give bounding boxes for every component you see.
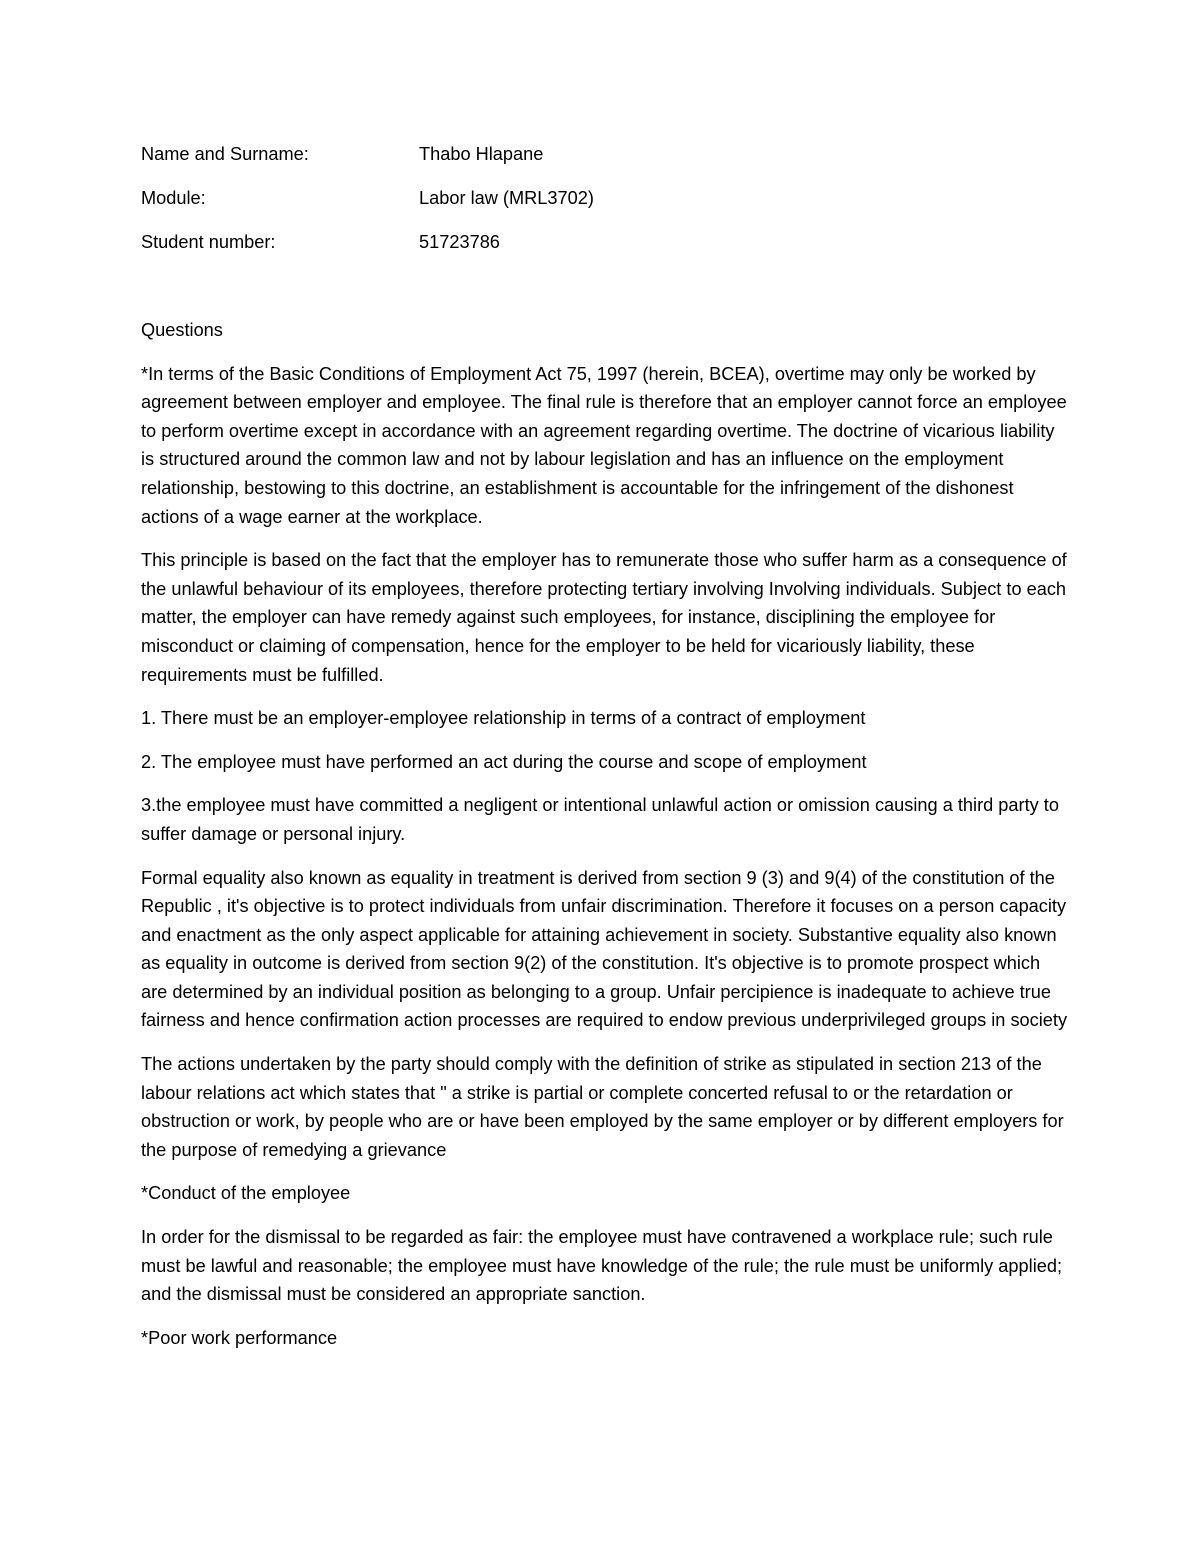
header-row-module [141, 184, 1071, 228]
list-item-requirement-2: 2. The employee must have performed an act during the course and scope of employment [141, 751, 867, 772]
list-item-requirement-3: 3.the employee must have committed a negligent or intentional unlawful action or omission causing a third party to suffer damage or personal injury. [141, 795, 1059, 844]
paragraph-fair-dismissal: In order for the dismissal to be regarded as fair: the employee must have contravened a workplace rule; such rule must be lawful and reasonable; the employee must have knowledge of the rule; the rule must be uniformly applied; and the dismissal must be considered an appropriate sanction. [141, 1227, 1063, 1305]
subheading-conduct-of-employee: *Conduct of the employee [141, 1183, 351, 1204]
name-label: Name and Surname: [141, 144, 309, 164]
module-value: Labor law (MRL3702) [419, 188, 594, 208]
section-title: Questions [141, 320, 223, 340]
document-page [141, 140, 1071, 1367]
module-label: Module: [141, 188, 206, 208]
list-item-requirement-1: 1. There must be an employer-employee relationship in terms of a contract of employment [141, 708, 866, 729]
paragraph-principle: This principle is based on the fact that the employer has to remunerate those who suffer harm as a consequence of the unlawful behaviour of its employees, therefore protecting tertiary involving Involving individuals. Subject to each matter, the employer can have remedy against such employees, for instance, disciplining the employee for misconduct or claiming of compensation, hence for the employer to be held for vicariously liability, these requirements must be fulfilled. [141, 550, 1067, 685]
paragraph-strike-definition: The actions undertaken by the party should comply with the definition of strike as stipulated in section 213 of the labour relations act which states that " a strike is partial or complete concerted refusal to or the retardation or obstruction or work, by people who are or have been employed by the same employer or by different employers for the purpose of remedying a grievance [141, 1054, 1064, 1160]
student-number-value: 51723786 [419, 232, 500, 252]
name-value: Thabo Hlapane [419, 144, 544, 164]
spacer [141, 272, 1071, 316]
subheading-poor-work-performance: *Poor work performance [141, 1327, 338, 1348]
header-row-student-number [141, 228, 1071, 272]
header-row-name [141, 140, 1071, 184]
paragraph-overtime-vicarious-liability: *In terms of the Basic Conditions of Employment Act 75, 1997 (herein, BCEA), overtime may only be worked by agreement between employer and employee. The final rule is therefore that an employer cannot force an employee to perform overtime except in accordance with an agreement regarding overtime. The doctrine of vicarious liability is structured around the common law and not by labour legislation and has an influence on the employment relationship, bestowing to this doctrine, an establishment is accountable for the infringement of the dishonest actions of a wage earner at the workplace. [141, 363, 1067, 527]
paragraph-equality: Formal equality also known as equality in treatment is derived from section 9 (3) and 9(4) of the constitution of the Republic , it's objective is to protect individuals from unfair discrimination. Therefore it focuses on a person capacity and enactment as the only aspect applicable for attaining achievement in society. Substantive equality also known as equality in outcome is derived from section 9(2) of the constitution. It's objective is to promote prospect which are determined by an individual position as belonging to a group. Unfair percipience is inadequate to achieve true fairness and hence confirmation action processes are required to endow previous underprivileged groups in society [141, 867, 1068, 1031]
student-number-label: Student number: [141, 232, 276, 252]
